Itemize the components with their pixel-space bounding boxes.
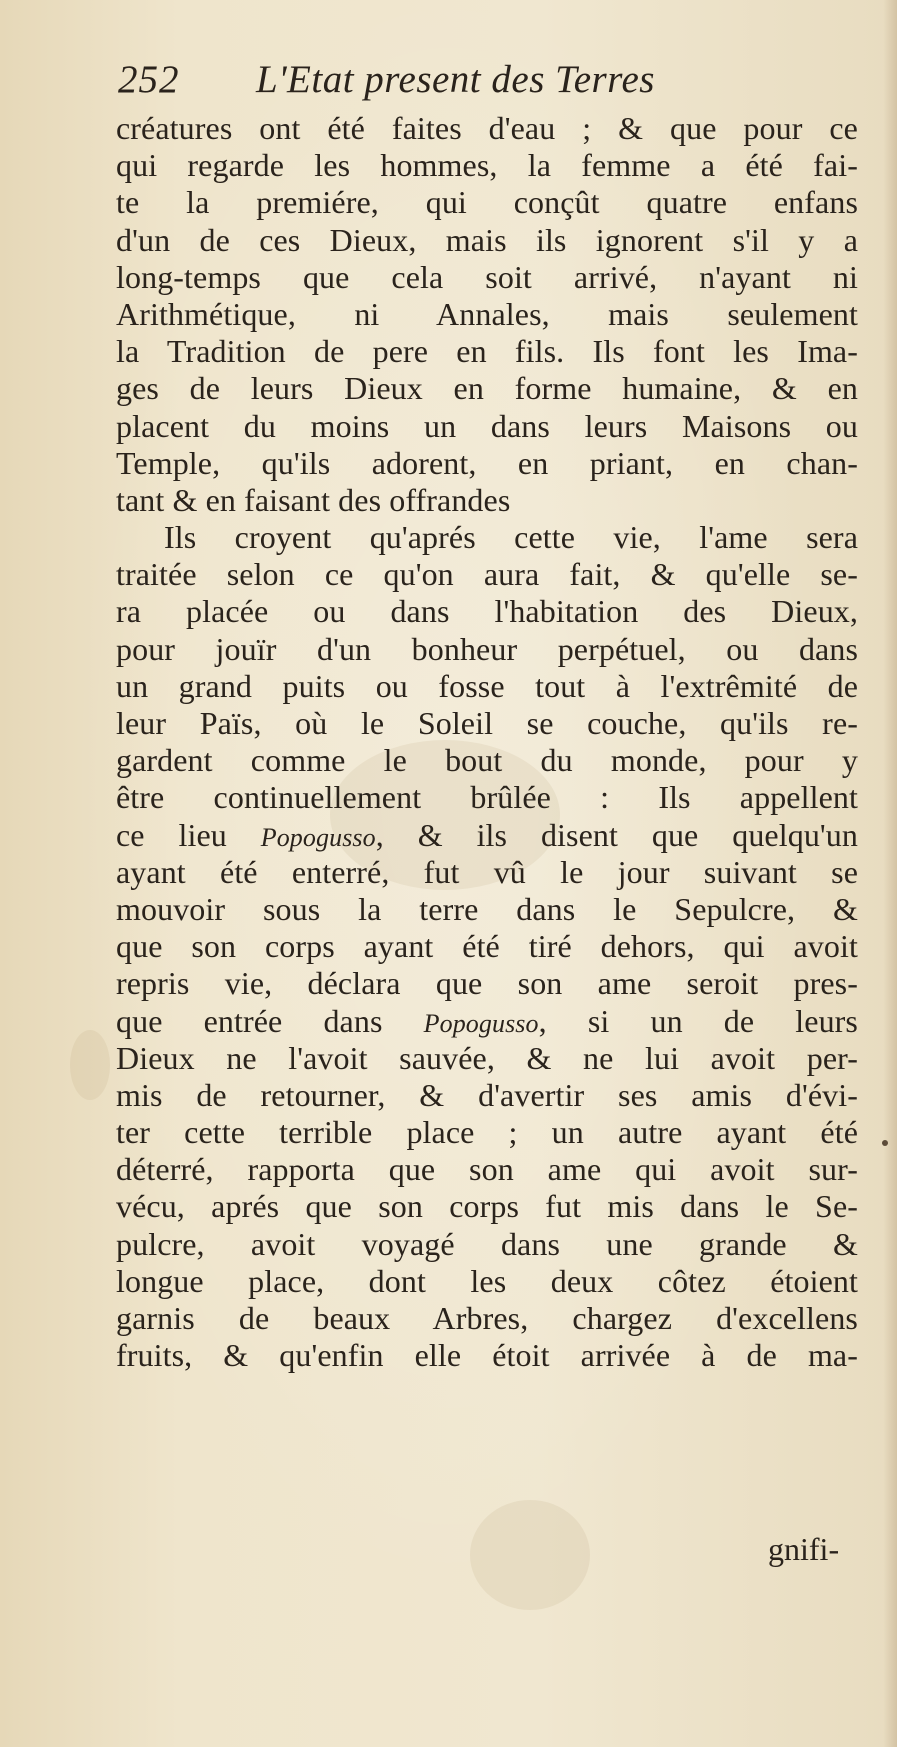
place-name-italic: Popogusso <box>423 1008 539 1038</box>
paper-stain <box>70 1030 110 1100</box>
text-line: Arithmétique, ni Annales, mais seulement <box>116 295 858 332</box>
text-line: qui regarde les hommes, la femme a été fai- <box>116 147 858 184</box>
text-line: que son corps ayant été tiré dehors, qui avoit <box>116 928 858 965</box>
text-line: te la premiére, qui conçût quatre enfans <box>116 184 858 221</box>
text-segment: que entrée dans <box>116 1002 424 1039</box>
text-line <box>116 817 858 854</box>
text-line: ra placée ou dans l'habitation des Dieux, <box>116 593 858 630</box>
text-line: déterré, rapporta que son ame qui avoit sur- <box>116 1151 858 1188</box>
text-line: mis de retourner, & d'avertir ses amis d'évi- <box>116 1076 858 1113</box>
text-line: la Tradition de pere en fils. Ils font les Ima- <box>116 333 858 370</box>
text-line: longue place, dont les deux côtez étoient <box>116 1262 858 1299</box>
text-segment: ce lieu <box>116 816 261 853</box>
text-line: ter cette terrible place ; un autre ayant été <box>116 1114 858 1151</box>
text-line: long-temps que cela soit arrivé, n'ayant ni <box>116 258 858 295</box>
page-edge-shadow <box>883 0 897 1747</box>
text-line: fruits, & qu'enfin elle étoit arrivée à de ma- <box>116 1337 858 1374</box>
page-number: 252 <box>118 58 180 101</box>
text-line: traitée selon ce qu'on aura fait, & qu'elle se- <box>116 556 858 593</box>
text-line: pulcre, avoit voyagé dans une grande & <box>116 1225 858 1262</box>
body-text <box>116 110 858 1374</box>
text-line: ayant été enterré, fut vû le jour suivant se <box>116 853 858 890</box>
text-line: repris vie, déclara que son ame seroit pres- <box>116 965 858 1002</box>
page-header <box>118 52 758 108</box>
text-segment: , & ils disent que quelqu'un <box>375 816 858 853</box>
text-line <box>116 1003 858 1040</box>
text-segment: , si un de leurs <box>538 1002 858 1039</box>
text-line: d'un de ces Dieux, mais ils ignorent s'il y a <box>116 221 858 258</box>
catchword: gnifi- <box>768 1531 840 1567</box>
paragraph-first-line: Ils croyent qu'aprés cette vie, l'ame sera <box>164 519 858 556</box>
text-line: Temple, qu'ils adorent, en priant, en chan- <box>116 444 858 481</box>
text-line: être continuellement brûlée : Ils appellent <box>116 779 858 816</box>
text-line: créatures ont été faites d'eau ; & que pour ce <box>116 110 858 146</box>
place-name-italic: Popogusso <box>260 822 376 852</box>
text-line: garnis de beaux Arbres, chargez d'excellens <box>116 1300 858 1336</box>
running-head: L'Etat present des Terres <box>256 58 655 101</box>
text-line: leur Païs, où le Soleil se couche, qu'ils re- <box>116 705 858 741</box>
text-line: vécu, aprés que son corps fut mis dans le Se- <box>116 1188 858 1225</box>
text-line: gardent comme le bout du monde, pour y <box>116 742 858 779</box>
text-line: ges de leurs Dieux en forme humaine, & en <box>116 370 858 407</box>
text-line: pour jouïr d'un bonheur perpétuel, ou dans <box>116 630 858 667</box>
text-line: placent du moins un dans leurs Maisons ou <box>116 407 858 444</box>
text-line: un grand puits ou fosse tout à l'extrêmité de <box>116 667 858 704</box>
paper-stain <box>470 1500 590 1610</box>
text-line: Dieux ne l'avoit sauvée, & ne lui avoit per- <box>116 1039 858 1076</box>
text-line: mouvoir sous la terre dans le Sepulcre, & <box>116 890 858 927</box>
text-line: tant & en faisant des offrandes <box>116 481 511 518</box>
